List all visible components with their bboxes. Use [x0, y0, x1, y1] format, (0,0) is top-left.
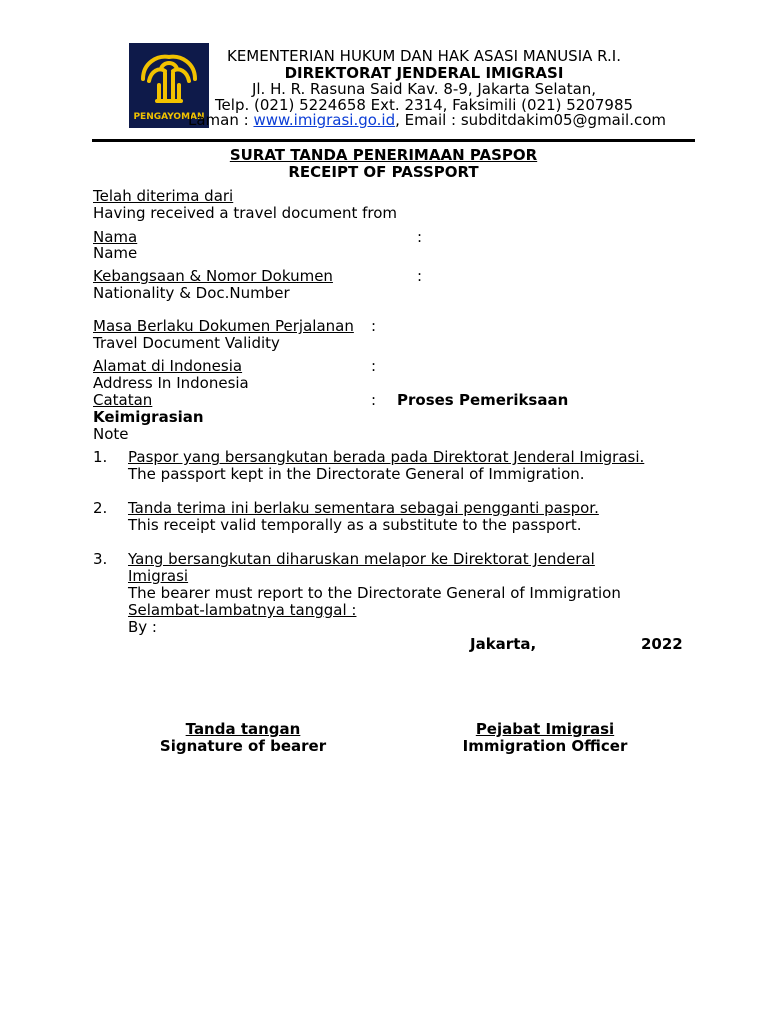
- field-nationality-en: Nationality & Doc.Number: [93, 284, 290, 302]
- field-validity-en: Travel Document Validity: [93, 334, 280, 352]
- field-address-colon: :: [371, 357, 377, 375]
- note-2-id: Tanda terima ini berlaku sementara sebagai pengganti paspor.: [128, 499, 599, 517]
- field-note-label: Catatan: [93, 391, 153, 409]
- note-2-number: 2.: [93, 499, 108, 517]
- field-validity-colon: :: [371, 317, 377, 335]
- place-city: Jakarta,: [470, 635, 537, 653]
- field-address-en: Address In Indonesia: [93, 374, 249, 392]
- field-name-label: Nama: [93, 228, 138, 246]
- field-address-label: Alamat di Indonesia: [93, 357, 243, 375]
- directorate-name: DIREKTORAT JENDERAL IMIGRASI: [284, 64, 564, 82]
- note-2-en: This receipt valid temporally as a substitute to the passport.: [128, 516, 582, 534]
- field-nationality-label: Kebangsaan & Nomor Dokumen: [93, 267, 333, 285]
- field-validity-label: Masa Berlaku Dokumen Perjalanan: [93, 317, 354, 335]
- title-id: SURAT TANDA PENERIMAAN PASPOR: [229, 146, 538, 164]
- signature-bearer-id: Tanda tangan: [185, 720, 301, 738]
- field-note-colon: :: [371, 391, 377, 409]
- office-address: Jl. H. R. Rasuna Said Kav. 8-9, Jakarta Selatan,: [251, 80, 597, 98]
- field-nationality-colon: :: [417, 267, 423, 285]
- received-en: Having received a travel document from: [93, 204, 398, 222]
- note-3-number: 3.: [93, 550, 108, 568]
- note-3-deadline-id: Selambat-lambatnya tanggal :: [128, 601, 357, 619]
- note-3-id: Yang bersangkutan diharuskan melapor ke Direktorat Jenderal: [128, 550, 595, 568]
- field-name-en: Name: [93, 244, 138, 262]
- note-3-deadline-en: By :: [128, 618, 157, 636]
- received-id: Telah diterima dari: [93, 187, 234, 205]
- title-en: RECEIPT OF PASSPORT: [288, 163, 479, 181]
- office-phone: Telp. (021) 5224658 Ext. 2314, Faksimili (021) 5207985: [214, 96, 634, 114]
- field-note-value-cont: Keimigrasian: [93, 408, 204, 426]
- note-3-id-cont: Imigrasi: [128, 567, 189, 585]
- note-3-en: The bearer must report to the Directorate General of Immigration: [128, 584, 621, 602]
- email-text: , Email : subditdakim05@gmail.com: [395, 111, 667, 129]
- web-label: Laman :: [188, 111, 254, 129]
- signature-officer-id: Pejabat Imigrasi: [475, 720, 615, 738]
- header-rule: [92, 139, 695, 142]
- signature-officer-en: Immigration Officer: [462, 737, 628, 755]
- logo-text: PENGAYOMAN: [133, 112, 205, 122]
- note-1-id: Paspor yang bersangkutan berada pada Direktorat Jenderal Imigrasi.: [128, 448, 645, 466]
- website-link[interactable]: www.imigrasi.go.id: [253, 111, 396, 129]
- field-name-colon: :: [417, 228, 423, 246]
- contact-line: [188, 112, 666, 129]
- field-note-value: Proses Pemeriksaan: [397, 391, 569, 409]
- field-note-en: Note: [93, 425, 129, 443]
- note-1-number: 1.: [93, 448, 108, 466]
- signature-bearer-en: Signature of bearer: [159, 737, 327, 755]
- place-year: 2022: [641, 635, 683, 653]
- note-1-en: The passport kept in the Directorate General of Immigration.: [128, 465, 585, 483]
- ministry-name: KEMENTERIAN HUKUM DAN HAK ASASI MANUSIA R.I.: [226, 47, 621, 65]
